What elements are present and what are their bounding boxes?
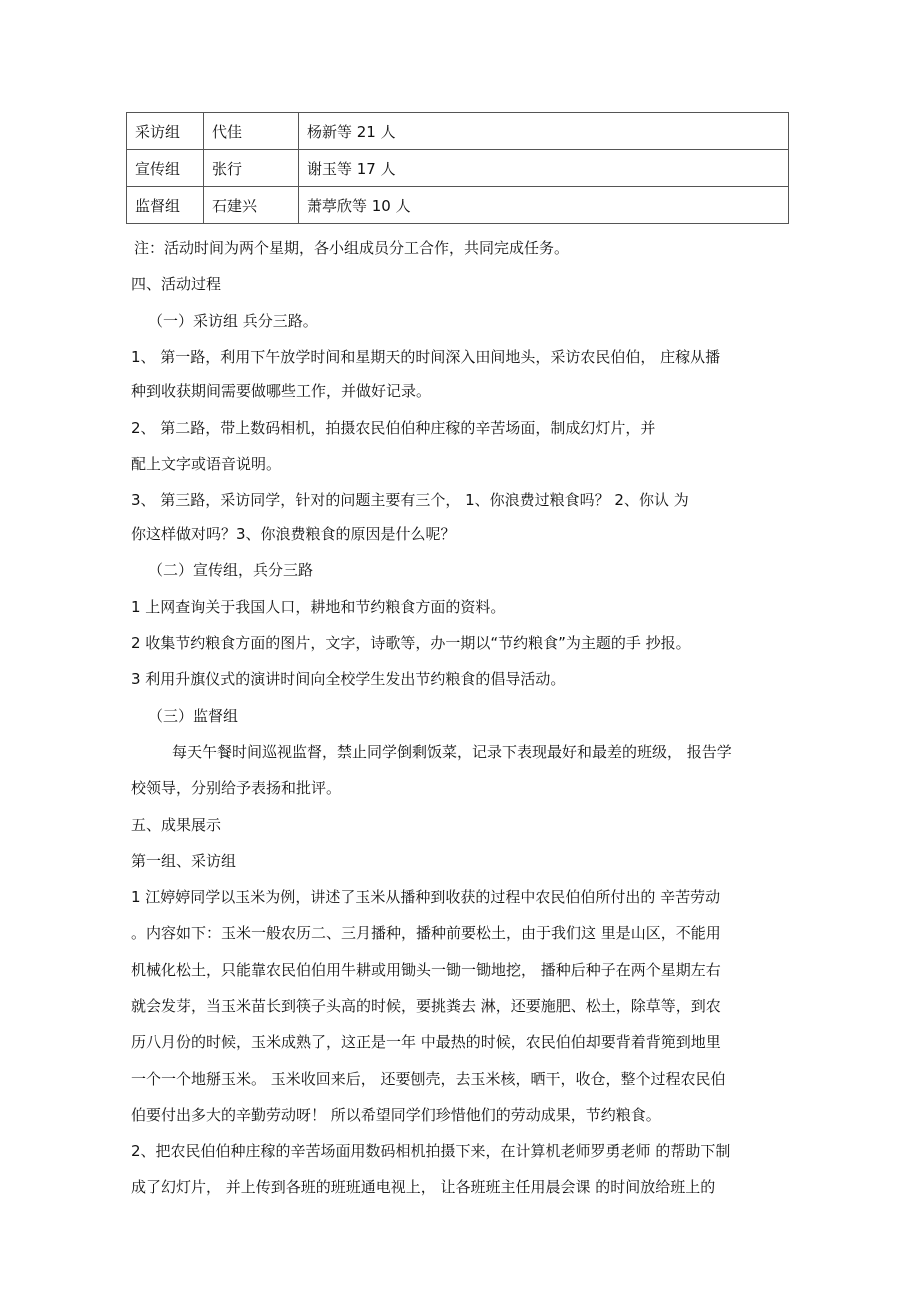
- group-name-cell: 采访组: [127, 113, 204, 150]
- leader-cell: 石建兴: [204, 187, 299, 224]
- subsection-heading-interview: （一）采访组 兵分三路。: [148, 312, 318, 330]
- paragraph-line: 历八月份的时候，玉米成熟了，这正是一年 中最热的时候，农民伯伯却要背着背篼到地里: [131, 1033, 721, 1051]
- paragraph-line: 你这样做对吗？3、你浪费粮食的原因是什么呢？: [131, 525, 456, 543]
- members-cell: 萧葶欣等 10 人: [299, 187, 789, 224]
- paragraph-line: 校领导，分别给予表扬和批评。: [131, 779, 342, 797]
- subsection-heading-supervision: （三）监督组: [148, 707, 239, 725]
- members-cell: 谢玉等 17 人: [299, 150, 789, 187]
- section-heading-results: 五、成果展示: [131, 816, 222, 834]
- paragraph-line: 每天午餐时间巡视监督，禁止同学倒剩饭菜，记录下表现最好和最差的班级， 报告学: [172, 743, 732, 761]
- leader-cell: 张行: [204, 150, 299, 187]
- paragraph-line: 。内容如下：玉米一般农历二、三月播种，播种前要松土，由于我们这 里是山区，不能用: [131, 924, 721, 942]
- members-cell: 杨新等 21 人: [299, 113, 789, 150]
- paragraph-line: 机械化松土，只能靠农民伯伯用牛耕或用锄头一锄一锄地挖， 播种后种子在两个星期左右: [131, 961, 721, 979]
- paragraph-line: 2、 第二路，带上数码相机，拍摄农民伯伯种庄稼的辛苦场面，制成幻灯片，并: [131, 419, 656, 437]
- subsection-heading-publicity: （二）宣传组，兵分三路: [148, 561, 314, 579]
- paragraph-line: 就会发芽，当玉米苗长到筷子头高的时候，要挑粪去 淋，还要施肥、松土，除草等，到农: [131, 997, 721, 1015]
- paragraph-line: 2 收集节约粮食方面的图片，文字，诗歌等，办一期以“节约粮食”为主题的手 抄报。: [131, 634, 691, 652]
- paragraph-line: 成了幻灯片， 并上传到各班的班班通电视上， 让各班班主任用晨会课 的时间放给班上的: [131, 1178, 716, 1196]
- table-row: [127, 113, 789, 150]
- table-row: [127, 187, 789, 224]
- paragraph-line: 配上文字或语音说明。: [131, 455, 282, 473]
- subsection-heading-group-one: 第一组、采访组: [131, 852, 237, 870]
- group-name-cell: 宣传组: [127, 150, 204, 187]
- group-name-cell: 监督组: [127, 187, 204, 224]
- paragraph-line: 种到收获期间需要做哪些工作，并做好记录。: [131, 382, 432, 400]
- group-assignment-table: [126, 112, 789, 224]
- paragraph-line: 1 江婷婷同学以玉米为例，讲述了玉米从播种到收获的过程中农民伯伯所付出的 辛苦劳动: [131, 888, 721, 906]
- paragraph-line: 1、 第一路，利用下午放学时间和星期天的时间深入田间地头，采访农民伯伯， 庄稼从播: [131, 348, 721, 366]
- table-row: [127, 150, 789, 187]
- paragraph-line: 3、 第三路，采访同学，针对的问题主要有三个， 1、你浪费过粮食吗？ 2、你认 为: [131, 491, 689, 509]
- note-line: 注：活动时间为两个星期，各小组成员分工合作，共同完成任务。: [134, 239, 570, 257]
- paragraph-line: 一个一个地掰玉米。 玉米收回来后， 还要刨壳，去玉米核，晒干，收仓，整个过程农民伯: [131, 1070, 726, 1088]
- section-heading-process: 四、活动过程: [131, 275, 222, 293]
- paragraph-line: 伯要付出多大的辛勤劳动呀！ 所以希望同学们珍惜他们的劳动成果，节约粮食。: [131, 1106, 661, 1124]
- paragraph-line: 1 上网查询关于我国人口，耕地和节约粮食方面的资料。: [131, 598, 506, 616]
- leader-cell: 代佳: [204, 113, 299, 150]
- paragraph-line: 3 利用升旗仪式的演讲时间向全校学生发出节约粮食的倡导活动。: [131, 670, 566, 688]
- paragraph-line: 2、把农民伯伯种庄稼的辛苦场面用数码相机拍摄下来，在计算机老师罗勇老师 的帮助下制: [131, 1142, 731, 1160]
